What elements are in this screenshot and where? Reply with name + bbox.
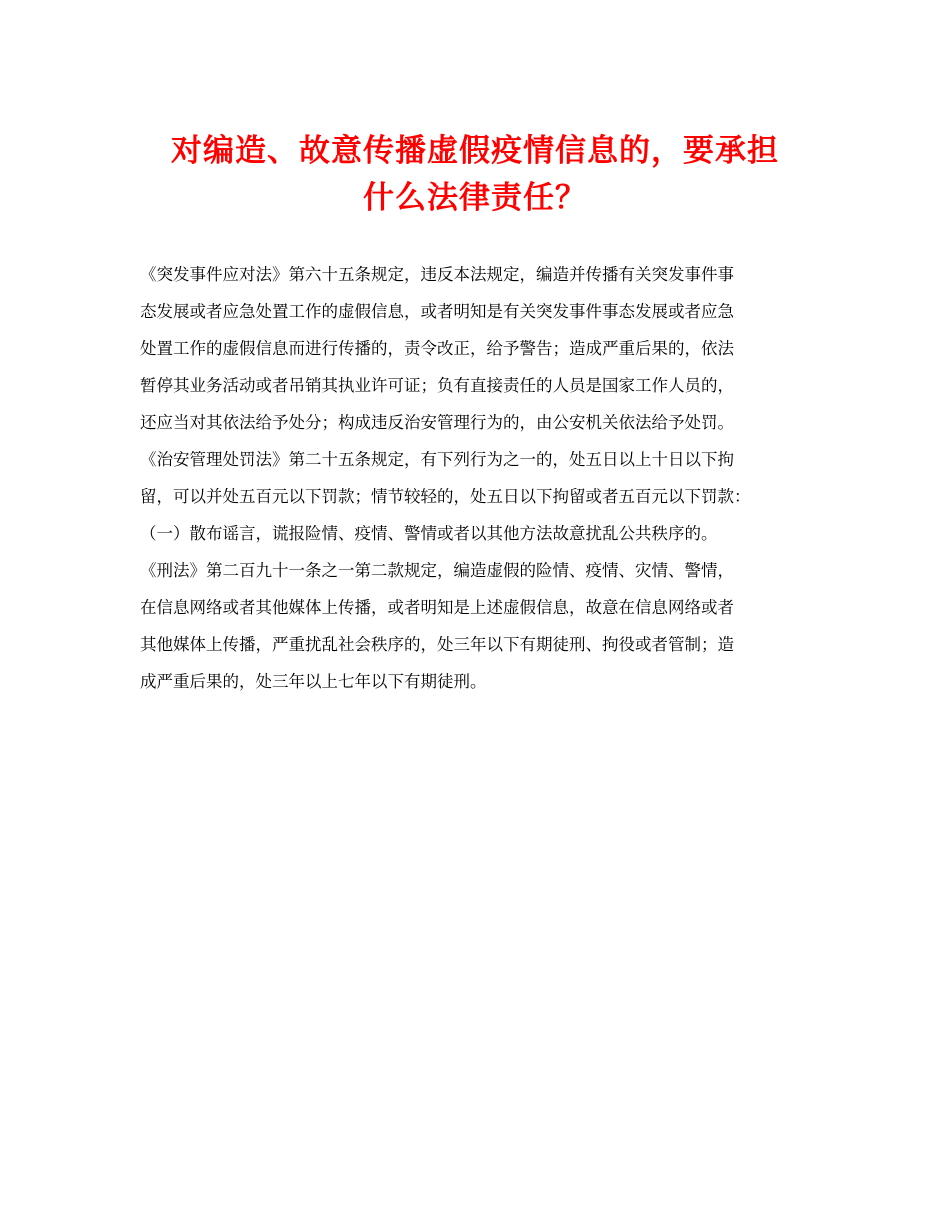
body-line-2: 态发展或者应急处置工作的虚假信息，或者明知是有关突发事件事态发展或者应急	[140, 302, 734, 321]
title-line-1: 对编造、故意传播虚假疫情信息的，要承担	[171, 133, 779, 169]
body-line-1: 《突发事件应对法》第六十五条规定，违反本法规定，编造并传播有关突发事件事	[140, 265, 734, 284]
body-line-3: 处置工作的虚假信息而进行传播的，责令改正，给予警告；造成严重后果的，依法	[140, 339, 734, 358]
document-title	[130, 128, 820, 222]
body-line-5: 还应当对其依法给予处分；构成违反治安管理行为的，由公安机关依法给予处罚。	[140, 413, 734, 432]
body-line-9: 《刑法》第二百九十一条之一第二款规定，编造虚假的险情、疫情、灾情、警情，	[140, 561, 734, 580]
document-body	[140, 256, 840, 700]
body-line-7: 留，可以并处五百元以下罚款；情节较轻的，处五日以下拘留或者五百元以下罚款：	[140, 487, 751, 506]
body-line-11: 其他媒体上传播，严重扰乱社会秩序的，处三年以下有期徒刑、拘役或者管制；造	[140, 635, 734, 654]
body-line-10: 在信息网络或者其他媒体上传播，或者明知是上述虚假信息，故意在信息网络或者	[140, 598, 734, 617]
body-line-12: 成严重后果的，处三年以上七年以下有期徒刑。	[140, 672, 487, 691]
body-line-8: （一）散布谣言，谎报险情、疫情、警情或者以其他方法故意扰乱公共秩序的。	[140, 524, 718, 543]
body-line-6: 《治安管理处罚法》第二十五条规定，有下列行为之一的，处五日以上十日以下拘	[140, 450, 734, 469]
title-line-2: 什么法律责任？	[363, 180, 587, 216]
body-line-4: 暂停其业务活动或者吊销其执业许可证；负有直接责任的人员是国家工作人员的，	[140, 376, 734, 395]
